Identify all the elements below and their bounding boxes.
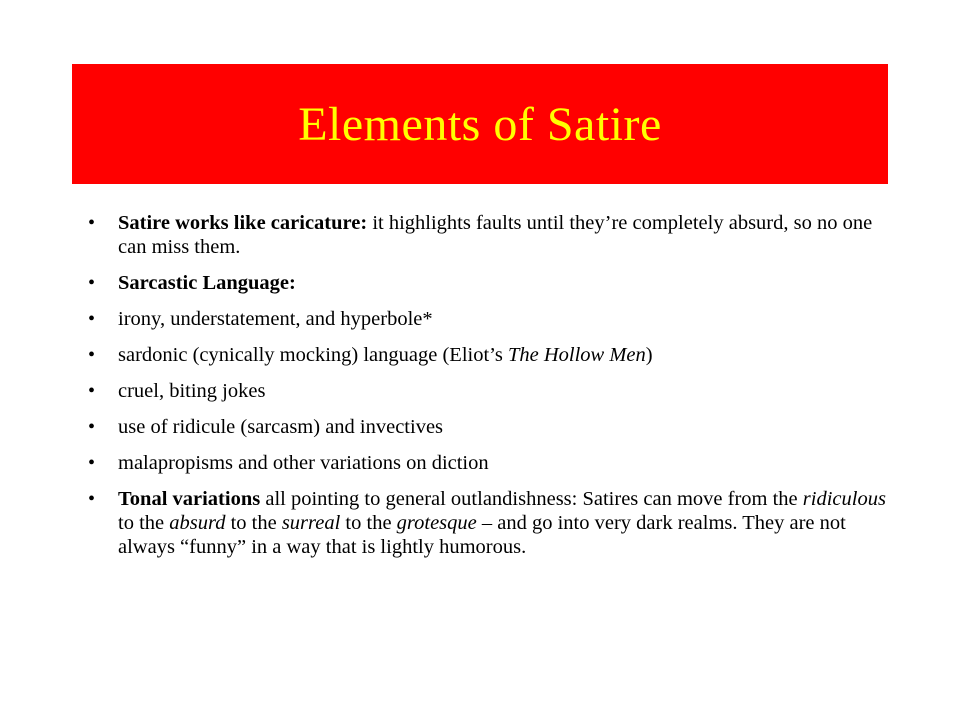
bullet-text: ) [645,344,653,366]
bullet-text: irony, understatement, and hyperbole* [118,308,433,330]
bullet-list [88,211,888,571]
bullet-text: cruel, biting jokes [118,380,266,402]
bullet-text: to the [225,512,282,534]
bullet-bold-lead: Sarcastic Language: [118,272,296,294]
bullet-text: malapropisms and other variations on diction [118,452,489,474]
bullet-text: all pointing to general outlandishness: Satires can move from the [260,488,803,510]
bullet-sardonic [88,343,888,367]
bullet-text: it highlights faults until they’re completely absurd, so no one can miss them. [118,212,873,258]
bullet-sarcastic-language [88,271,888,295]
bullet-italic-absurd: absurd [169,512,226,534]
title-banner [72,64,888,184]
bullet-italic-title: The Hollow Men [507,344,646,366]
bullet-irony [88,307,888,331]
bullet-jokes [88,379,888,403]
bullet-text: sardonic (cynically mocking) language (Eliot’s [118,344,508,366]
bullet-bold-lead: Satire works like caricature: [118,212,368,234]
bullet-text: to the [340,512,397,534]
bullet-caricature [88,211,888,259]
bullet-italic-ridiculous: ridiculous [802,488,886,510]
slide-title: Elements of Satire [298,97,662,151]
bullet-italic-grotesque: grotesque [396,512,477,534]
bullet-text: use of ridicule (sarcasm) and invectives [118,416,444,438]
bullet-ridicule [88,415,888,439]
bullet-text: to the [118,512,170,534]
bullet-tonal-variations [88,487,888,559]
bullet-bold-lead: Tonal variations [118,488,261,510]
bullet-malapropisms [88,451,888,475]
bullet-italic-surreal: surreal [281,512,341,534]
bullet-text: – and go into very dark realms. They are not always “funny” in a way that is lightly humorous. [118,512,846,558]
